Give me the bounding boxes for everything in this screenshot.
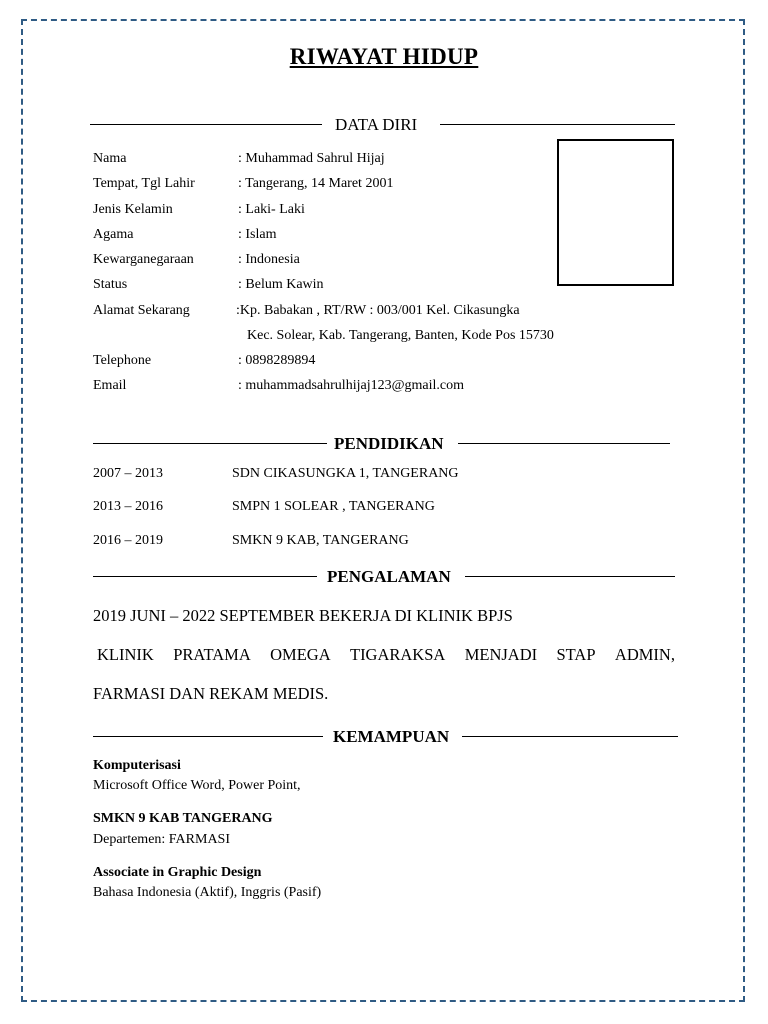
divider-line <box>93 576 317 577</box>
experience-line <box>93 645 675 665</box>
divider-line <box>462 736 678 737</box>
skill-description: Bahasa Indonesia (Aktif), Inggris (Pasif) <box>93 885 322 900</box>
experience-word: TIGARAKSA <box>349 645 446 664</box>
personal-value: Kec. Solear, Kab. Tangerang, Banten, Kode Pos 15730 <box>247 328 554 343</box>
education-years: 2007 – 2013 <box>93 466 163 481</box>
page-title: RIWAYAT HIDUP <box>289 44 479 69</box>
skill-title: Komputerisasi <box>93 758 181 773</box>
personal-value: : 0898289894 <box>238 353 316 368</box>
personal-label: Email <box>93 378 127 393</box>
education-years: 2013 – 2016 <box>93 499 163 514</box>
education-school: SMPN 1 SOLEAR , TANGERANG <box>232 499 435 514</box>
experience-word: STAP <box>556 645 596 664</box>
education-school: SDN CIKASUNGKA 1, TANGERANG <box>232 466 459 481</box>
personal-label: Agama <box>93 227 134 242</box>
personal-value: : muhammadsahrulhijaj123@gmail.com <box>238 378 464 393</box>
section-title-kemampuan: KEMAMPUAN <box>333 727 450 746</box>
personal-label: Status <box>93 277 128 292</box>
divider-line <box>458 443 670 444</box>
divider-line <box>90 124 322 125</box>
experience-word: OMEGA <box>270 645 331 664</box>
section-header-pendidikan <box>93 434 670 454</box>
skill-description: Departemen: FARMASI <box>93 832 230 847</box>
divider-line <box>465 576 675 577</box>
experience-word: ADMIN, <box>614 645 675 664</box>
education-school: SMKN 9 KAB, TANGERANG <box>232 533 409 548</box>
experience-word: PRATAMA <box>173 645 251 664</box>
personal-value: : Belum Kawin <box>238 277 324 292</box>
personal-label: Jenis Kelamin <box>93 202 173 217</box>
experience-line: FARMASI DAN REKAM MEDIS. <box>93 684 329 703</box>
personal-label: Alamat Sekarang <box>93 303 190 318</box>
experience-word: MENJADI <box>464 645 538 664</box>
divider-line <box>93 443 327 444</box>
skill-title: Associate in Graphic Design <box>93 865 262 880</box>
personal-label: Tempat, Tgl Lahir <box>93 176 195 191</box>
personal-value: : Laki- Laki <box>238 202 305 217</box>
personal-label: Telephone <box>93 353 152 368</box>
section-header-kemampuan <box>93 727 678 747</box>
personal-value: : Indonesia <box>238 252 300 267</box>
personal-label: Kewarganegaraan <box>93 252 194 267</box>
education-years: 2016 – 2019 <box>93 533 163 548</box>
experience-line: 2019 JUNI – 2022 SEPTEMBER BEKERJA DI KLINIK BPJS <box>93 606 513 625</box>
photo-placeholder <box>557 139 674 286</box>
divider-line <box>440 124 675 125</box>
personal-value: : Islam <box>238 227 277 242</box>
personal-value: : Tangerang, 14 Maret 2001 <box>238 176 394 191</box>
personal-value: : Muhammad Sahrul Hijaj <box>238 151 385 166</box>
personal-value: :Kp. Babakan , RT/RW : 003/001 Kel. Cikasungka <box>236 303 520 318</box>
section-title-pengalaman: PENGALAMAN <box>327 567 451 586</box>
personal-label: Nama <box>93 151 127 166</box>
skill-description: Microsoft Office Word, Power Point, <box>93 778 301 793</box>
section-header-data-diri <box>90 115 675 135</box>
section-header-pengalaman <box>93 567 675 587</box>
experience-word: KLINIK <box>97 645 154 664</box>
divider-line <box>93 736 323 737</box>
section-title-pendidikan: PENDIDIKAN <box>334 434 444 453</box>
section-title-data-diri: DATA DIRI <box>335 115 418 134</box>
skill-title: SMKN 9 KAB TANGERANG <box>93 811 273 826</box>
